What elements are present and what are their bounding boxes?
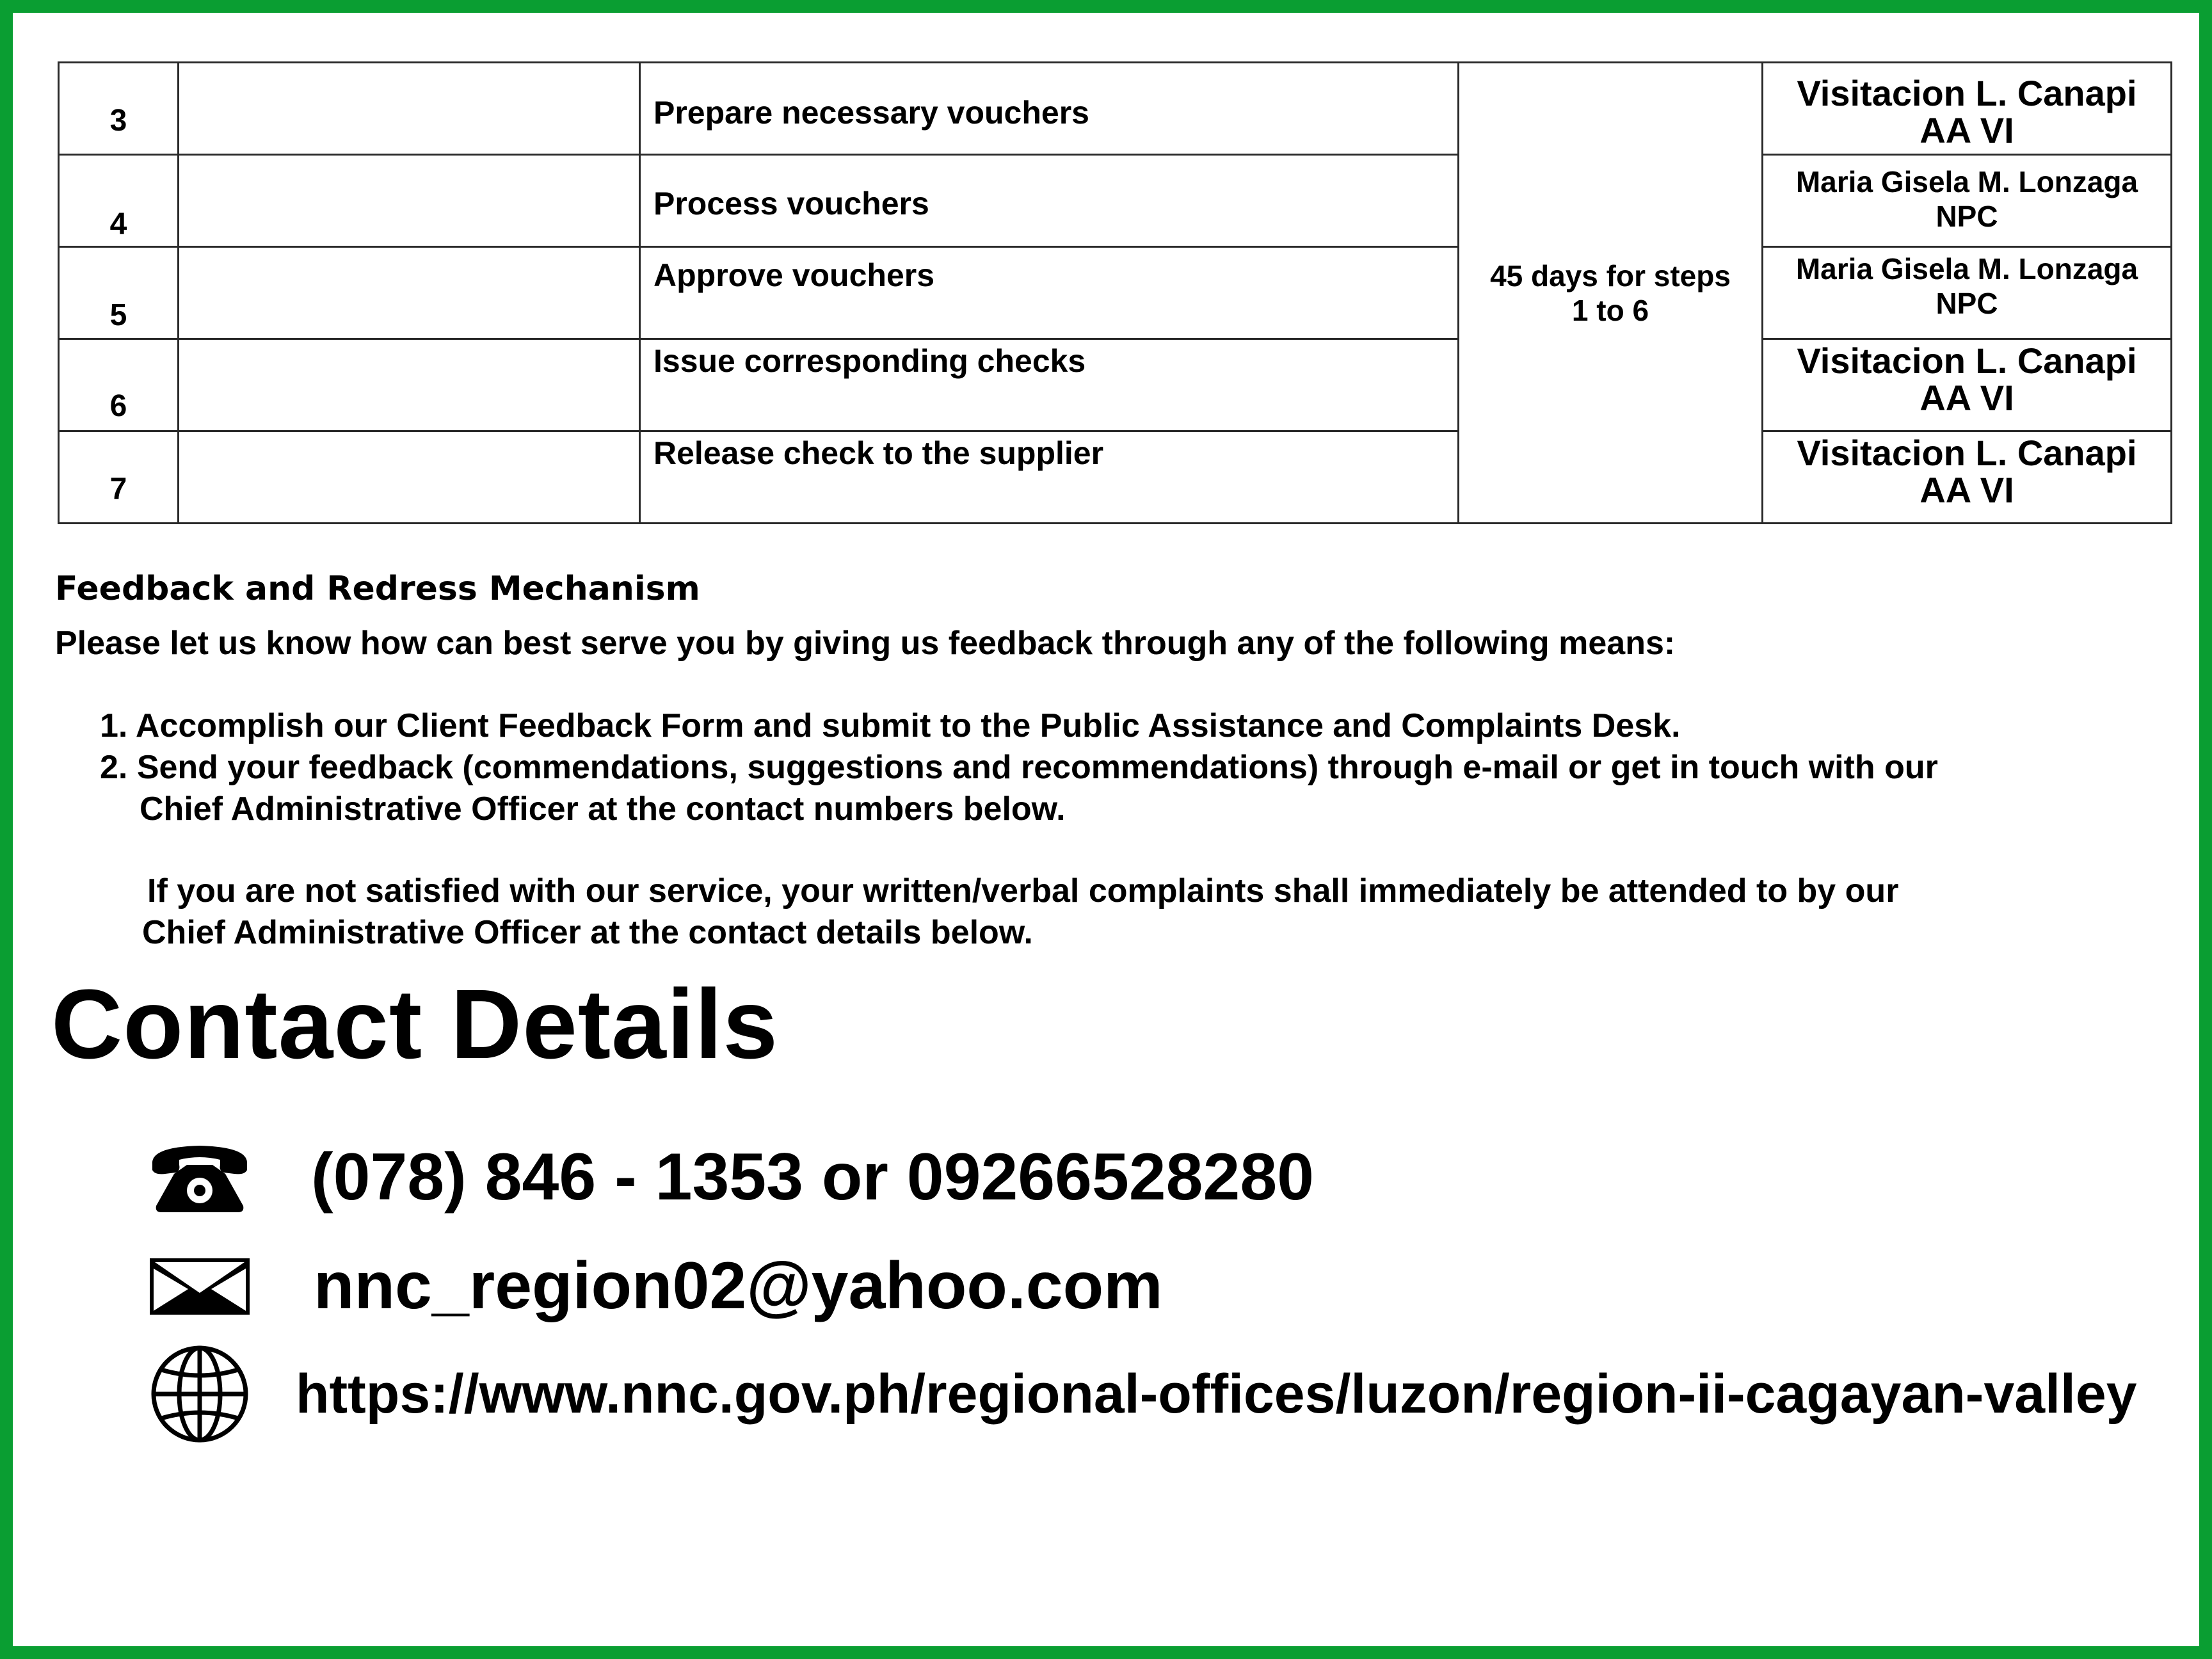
step-number: 7 bbox=[109, 472, 127, 506]
person-responsible: Visitacion L. Canapi AA VI bbox=[1763, 63, 2172, 155]
step-number: 5 bbox=[109, 298, 127, 332]
processing-time-cell bbox=[1459, 63, 1763, 524]
list-item: 2. Send your feedback (commendations, suggestions and recommendations) through e-mail or get in touch with our Chief Administrative Officer at the contact numbers below. bbox=[100, 749, 1938, 828]
step-number: 3 bbox=[109, 104, 127, 138]
agency-action: Process vouchers bbox=[653, 186, 929, 221]
person-responsible: Maria Gisela M. Lonzaga NPC bbox=[1763, 155, 2172, 247]
processing-time-line: 45 days for steps bbox=[1490, 259, 1731, 293]
table-row bbox=[59, 63, 2172, 155]
agency-action: Prepare necessary vouchers bbox=[653, 95, 1089, 131]
person-responsible: Visitacion L. Canapi AA VI bbox=[1763, 431, 2172, 524]
email-address[interactable]: nnc_region02@yahoo.com bbox=[314, 1249, 1163, 1323]
contact-email-row bbox=[148, 1248, 1163, 1324]
agency-action: Approve vouchers bbox=[653, 257, 935, 293]
person-responsible: Visitacion L. Canapi AA VI bbox=[1763, 339, 2172, 431]
feedback-heading: Feedback and Redress Mechanism bbox=[55, 570, 700, 608]
website-link[interactable]: https://www.nnc.gov.ph/regional-offices/luzon/region-ii-cagayan-valley bbox=[296, 1363, 2137, 1425]
phone-number[interactable]: (078) 846 - 1353 or 09266528280 bbox=[311, 1140, 1315, 1214]
agency-action: Issue corresponding checks bbox=[653, 343, 1086, 379]
table-row bbox=[59, 155, 2172, 247]
step-number: 4 bbox=[109, 207, 127, 241]
person-responsible: Maria Gisela M. Lonzaga NPC bbox=[1763, 247, 2172, 339]
contact-website-row bbox=[148, 1344, 2137, 1444]
agency-action: Release check to the supplier bbox=[653, 435, 1104, 471]
client-step-cell bbox=[179, 247, 640, 339]
client-step-cell bbox=[179, 339, 640, 431]
globe-icon bbox=[148, 1344, 251, 1444]
step-number: 6 bbox=[109, 389, 127, 423]
table-row bbox=[59, 247, 2172, 339]
telephone-icon bbox=[148, 1142, 251, 1214]
client-step-cell bbox=[179, 155, 640, 247]
list-item: 1. Accomplish our Client Feedback Form and submit to the Public Assistance and Complaints Desk. bbox=[100, 707, 1681, 744]
processing-time-line: 1 to 6 bbox=[1571, 293, 1649, 327]
client-step-cell bbox=[179, 63, 640, 155]
table-row bbox=[59, 431, 2172, 524]
process-steps-table bbox=[58, 61, 2172, 524]
client-step-cell bbox=[179, 431, 640, 524]
feedback-means-list bbox=[100, 705, 1938, 830]
envelope-icon bbox=[148, 1257, 251, 1316]
complaints-note: If you are not satisfied with our service, your written/verbal complaints shall immediately be attended to by our Chief Administrative Officer at the contact details below. bbox=[142, 872, 1899, 951]
contact-phone-row bbox=[148, 1139, 1314, 1215]
table-row bbox=[59, 339, 2172, 431]
feedback-intro: Please let us know how can best serve you by giving us feedback through any of the following means: bbox=[55, 625, 1676, 662]
contact-heading: Contact Details bbox=[51, 969, 779, 1079]
